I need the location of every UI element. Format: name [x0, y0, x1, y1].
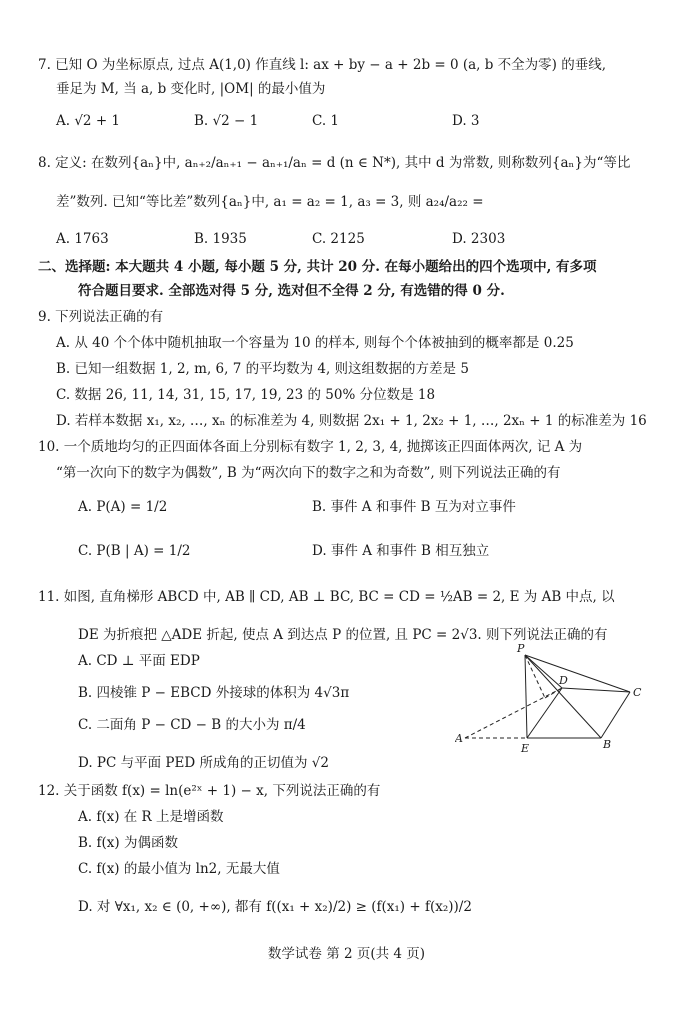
q9-option-c: C. 数据 26, 11, 14, 31, 15, 17, 19, 23 的 50% 分位数是 18	[56, 387, 436, 403]
edge-pb	[525, 655, 601, 738]
q10-option-a: A. P(A) = 1/2	[78, 499, 168, 515]
label-b: B	[603, 738, 612, 751]
q12-option-b: B. f(x) 为偶函数	[78, 835, 178, 851]
q10-line2: “第一次向下的数字为偶数”, B 为“两次向下的数字之和为奇数”, 则下列说法正确的有	[56, 465, 561, 481]
q9-option-d: D. 若样本数据 x₁, x₂, …, xₙ 的标准差为 4, 则数据 2x₁ + 1, 2x₂ + 1, …, 2xₙ + 1 的标准差为 16	[56, 413, 647, 429]
q11-option-d: D. PC 与平面 PED 所成角的正切值为 √2	[78, 755, 329, 771]
edge-cb	[601, 692, 630, 738]
q9-option-a: A. 从 40 个个体中随机抽取一个容量为 10 的样本, 则每个个体被抽到的概率都是 0.25	[56, 335, 574, 351]
q11-option-c: C. 二面角 P − CD − B 的大小为 π/4	[78, 717, 306, 733]
q9-option-b: B. 已知一组数据 1, 2, m, 6, 7 的平均数为 4, 则这组数据的方差是 5	[56, 361, 469, 377]
edge-pd	[525, 655, 562, 688]
q10-line1: 10. 一个质地均匀的正四面体各面上分别标有数字 1, 2, 3, 4, 抛掷该正四面体两次, 记 A 为	[38, 439, 583, 455]
q11-line2: DE 为折痕把 △ADE 折起, 使点 A 到达点 P 的位置, 且 PC = 2√3. 则下列说法正确的有	[78, 627, 608, 643]
q7-line1: 7. 已知 O 为坐标原点, 过点 A(1,0) 作直线 l: ax + by − a + 2b = 0 (a, b 不全为零) 的垂线,	[38, 57, 607, 73]
q11-option-a: A. CD ⊥ 平面 EDP	[78, 653, 200, 669]
q10-option-c: C. P(B | A) = 1/2	[78, 543, 191, 559]
q11-option-b: B. 四棱锥 P − EBCD 外接球的体积为 4√3π	[78, 685, 350, 701]
q12-option-c: C. f(x) 的最小值为 ln2, 无最大值	[78, 861, 280, 877]
label-p: P	[517, 642, 525, 655]
q12-option-d: D. 对 ∀x₁, x₂ ∈ (0, +∞), 都有 f((x₁ + x₂)/2) ≥ (f(x₁) + f(x₂))/2	[78, 899, 472, 915]
section2-line2: 符合题目要求. 全部选对得 5 分, 选对但不全得 2 分, 有选错的得 0 分.	[78, 283, 505, 299]
q7-option-d: D. 3	[452, 113, 480, 129]
edge-pc	[525, 655, 630, 692]
q7-option-b: B. √2 − 1	[194, 113, 259, 129]
edge-pe	[525, 655, 527, 738]
q8-option-b: B. 1935	[194, 231, 247, 247]
q10-option-b: B. 事件 A 和事件 B 互为对立事件	[312, 499, 516, 515]
section2-line1: 二、选择题: 本大题共 4 小题, 每小题 5 分, 共计 20 分. 在每小题给出的四个选项中, 有多项	[38, 259, 597, 275]
q8-line2: 差”数列. 已知“等比差”数列{aₙ}中, a₁ = a₂ = 1, a₃ = 3, 则 a₂₄/a₂₂ =	[56, 194, 484, 210]
q11-figure	[455, 640, 655, 758]
q8-option-d: D. 2303	[452, 231, 506, 247]
q11-line1: 11. 如图, 直角梯形 ABCD 中, AB ∥ CD, AB ⊥ BC, BC = CD = ½AB = 2, E 为 AB 中点, 以	[38, 589, 615, 605]
q12-option-a: A. f(x) 在 R 上是增函数	[78, 809, 224, 825]
q9-stem: 9. 下列说法正确的有	[38, 309, 164, 325]
q8-option-a: A. 1763	[56, 231, 109, 247]
q8-option-c: C. 2125	[312, 231, 365, 247]
edge-ad-dashed	[465, 688, 562, 738]
label-d: D	[559, 674, 568, 687]
q8-line1: 8. 定义: 在数列{aₙ}中, aₙ₊₂/aₙ₊₁ − aₙ₊₁/aₙ = d (n ∈ N*), 其中 d 为常数, 则称数列{aₙ}为“等比	[38, 155, 631, 171]
label-c: C	[633, 686, 642, 699]
label-e: E	[521, 742, 530, 755]
q12-stem: 12. 关于函数 f(x) = ln(e²ˣ + 1) − x, 下列说法正确的有	[38, 783, 381, 799]
label-a: A	[455, 732, 463, 745]
q7-option-a: A. √2 + 1	[56, 113, 121, 129]
page-footer: 数学试卷 第 2 页(共 4 页)	[267, 946, 426, 962]
q7-option-c: C. 1	[312, 113, 340, 129]
q7-line2: 垂足为 M, 当 a, b 变化时, |OM| 的最小值为	[56, 81, 326, 97]
q10-option-d: D. 事件 A 和事件 B 相互独立	[312, 543, 490, 559]
edge-de	[527, 688, 562, 738]
